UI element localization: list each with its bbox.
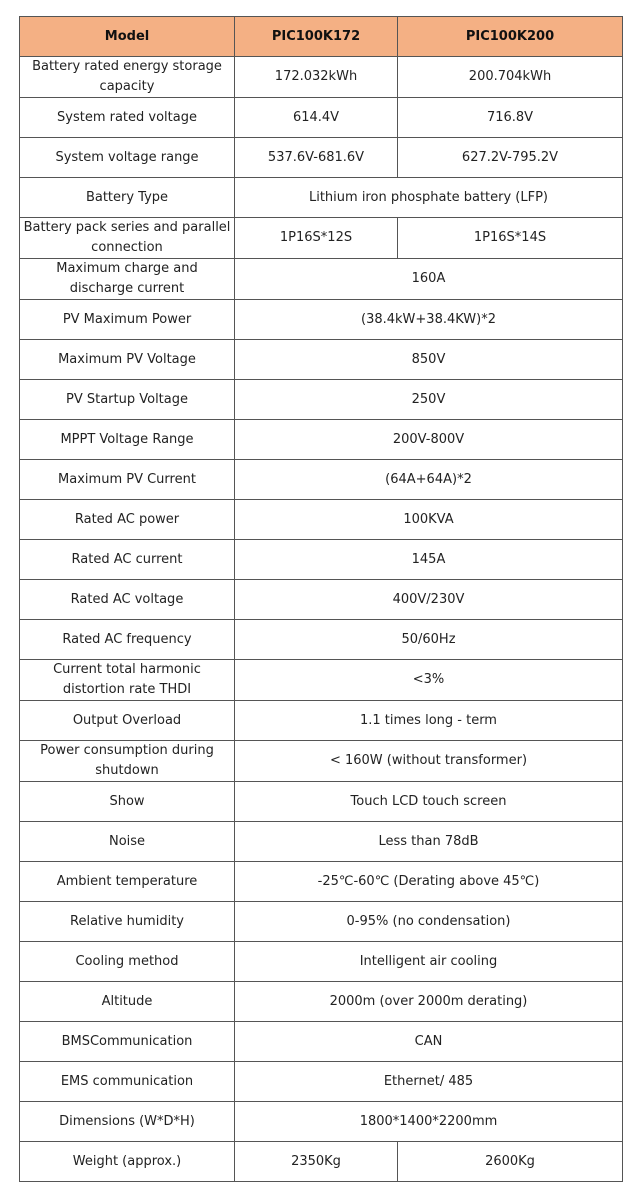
row-label: Noise [20,822,235,862]
table-row [20,1062,623,1102]
row-value: < 160W (without transformer) [235,741,623,782]
row-label: Altitude [20,982,235,1022]
table-row [20,420,623,460]
row-label: System voltage range [20,138,235,178]
row-label: PV Maximum Power [20,300,235,340]
table-row [20,178,623,218]
row-label: Maximum PV Voltage [20,340,235,380]
table-row [20,218,623,259]
row-value-model-2: 2600Kg [398,1142,623,1182]
row-value: 850V [235,340,623,380]
table-row [20,1102,623,1142]
row-label: Rated AC power [20,500,235,540]
table-row [20,500,623,540]
row-value: 2000m (over 2000m derating) [235,982,623,1022]
row-value: 0-95% (no condensation) [235,902,623,942]
row-value: CAN [235,1022,623,1062]
table-row [20,782,623,822]
spec-table [19,16,623,1182]
row-label: Dimensions (W*D*H) [20,1102,235,1142]
row-value: 400V/230V [235,580,623,620]
row-value: Intelligent air cooling [235,942,623,982]
header-model: Model [20,17,235,57]
table-row [20,620,623,660]
row-value: Touch LCD touch screen [235,782,623,822]
table-row [20,701,623,741]
row-value: (64A+64A)*2 [235,460,623,500]
row-label: BMSCommunication [20,1022,235,1062]
row-label: PV Startup Voltage [20,380,235,420]
row-value: 250V [235,380,623,420]
header-model-1: PIC100K172 [235,17,398,57]
header-row [20,17,623,57]
row-value: -25℃-60℃ (Derating above 45℃) [235,862,623,902]
row-value: <3% [235,660,623,701]
row-value-model-1: 537.6V-681.6V [235,138,398,178]
row-value-model-1: 172.032kWh [235,57,398,98]
row-label: Maximum PV Current [20,460,235,500]
header-model-2: PIC100K200 [398,17,623,57]
table-row [20,300,623,340]
row-label: Ambient temperature [20,862,235,902]
table-row [20,982,623,1022]
row-value-model-2: 200.704kWh [398,57,623,98]
row-value-model-1: 1P16S*12S [235,218,398,259]
table-row [20,1142,623,1182]
row-label: Relative humidity [20,902,235,942]
row-value-model-2: 1P16S*14S [398,218,623,259]
table-row [20,380,623,420]
table-row [20,138,623,178]
row-value: 100KVA [235,500,623,540]
table-row [20,259,623,300]
row-label: Battery rated energy storage capacity [20,57,235,98]
row-value: Lithium iron phosphate battery (LFP) [235,178,623,218]
row-label: Output Overload [20,701,235,741]
row-label: Weight (approx.) [20,1142,235,1182]
row-label: System rated voltage [20,98,235,138]
table-row [20,98,623,138]
table-row [20,1022,623,1062]
row-label: MPPT Voltage Range [20,420,235,460]
row-label: EMS communication [20,1062,235,1102]
row-value-model-1: 2350Kg [235,1142,398,1182]
row-value: 50/60Hz [235,620,623,660]
table-row [20,660,623,701]
table-row [20,580,623,620]
row-value-model-1: 614.4V [235,98,398,138]
table-row [20,942,623,982]
row-value-model-2: 627.2V-795.2V [398,138,623,178]
spec-body [20,57,623,1182]
row-label: Current total harmonic distortion rate THDI [20,660,235,701]
row-label: Rated AC frequency [20,620,235,660]
spec-table-container [19,16,623,1182]
row-value: 160A [235,259,623,300]
row-label: Battery Type [20,178,235,218]
row-value: Ethernet/ 485 [235,1062,623,1102]
row-label: Power consumption during shutdown [20,741,235,782]
table-row [20,741,623,782]
row-label: Rated AC voltage [20,580,235,620]
row-label: Battery pack series and parallel connection [20,218,235,259]
table-row [20,57,623,98]
row-label: Rated AC current [20,540,235,580]
row-value: 1800*1400*2200mm [235,1102,623,1142]
row-label: Cooling method [20,942,235,982]
table-row [20,902,623,942]
table-row [20,862,623,902]
row-value: Less than 78dB [235,822,623,862]
row-value: (38.4kW+38.4KW)*2 [235,300,623,340]
row-label: Show [20,782,235,822]
table-row [20,540,623,580]
row-value-model-2: 716.8V [398,98,623,138]
row-value: 200V-800V [235,420,623,460]
table-row [20,340,623,380]
table-row [20,822,623,862]
row-value: 145A [235,540,623,580]
row-value: 1.1 times long - term [235,701,623,741]
table-row [20,460,623,500]
row-label: Maximum charge and discharge current [20,259,235,300]
